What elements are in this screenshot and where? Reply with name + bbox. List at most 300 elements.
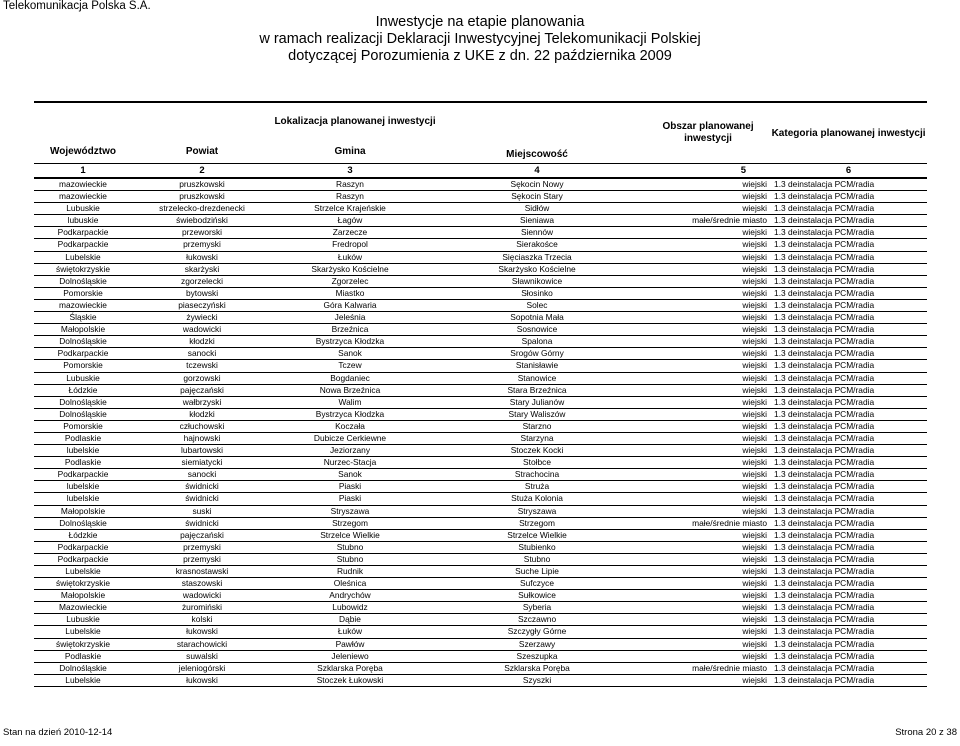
category-cell: 1.3 deinstalacja PCM/radia <box>770 299 927 311</box>
area-cell: wiejski <box>646 553 770 565</box>
table-row <box>34 287 927 299</box>
category-cell: 1.3 deinstalacja PCM/radia <box>770 445 927 457</box>
locality-cell: Strachocina <box>428 469 646 481</box>
county-cell: suski <box>132 505 272 517</box>
area-cell: wiejski <box>646 178 770 191</box>
voivodeship-cell: Śląskie <box>34 312 132 324</box>
category-cell: 1.3 deinstalacja PCM/radia <box>770 372 927 384</box>
table-row <box>34 493 927 505</box>
category-cell: 1.3 deinstalacja PCM/radia <box>770 626 927 638</box>
county-cell: pajęczański <box>132 529 272 541</box>
table-row <box>34 239 927 251</box>
category-cell: 1.3 deinstalacja PCM/radia <box>770 469 927 481</box>
area-cell: wiejski <box>646 420 770 432</box>
area-cell: wiejski <box>646 384 770 396</box>
locality-cell: Szyszki <box>428 674 646 686</box>
locality-cell: Strzelce Wielkie <box>428 529 646 541</box>
column-number: 2 <box>132 164 272 179</box>
voivodeship-cell: Dolnośląskie <box>34 396 132 408</box>
voivodeship-cell: Pomorskie <box>34 360 132 372</box>
voivodeship-cell: Łódzkie <box>34 529 132 541</box>
table-body <box>34 178 927 686</box>
commune-header: Gmina <box>334 145 366 157</box>
area-cell: wiejski <box>646 674 770 686</box>
area-cell: wiejski <box>646 227 770 239</box>
county-cell: kolski <box>132 614 272 626</box>
county-cell: jeleniogórski <box>132 662 272 674</box>
voivodeship-cell: Lubelskie <box>34 566 132 578</box>
locality-cell: Szczygły Górne <box>428 626 646 638</box>
table-row <box>34 215 927 227</box>
category-cell: 1.3 deinstalacja PCM/radia <box>770 348 927 360</box>
locality-cell: Sękocin Stary <box>428 191 646 203</box>
category-cell: 1.3 deinstalacja PCM/radia <box>770 336 927 348</box>
county-cell: staszowski <box>132 578 272 590</box>
commune-cell: Sanok <box>272 348 428 360</box>
commune-cell: Sanok <box>272 469 428 481</box>
voivodeship-cell: Dolnośląskie <box>34 336 132 348</box>
county-cell: suwalski <box>132 650 272 662</box>
table-row <box>34 178 927 191</box>
area-cell: wiejski <box>646 239 770 251</box>
table-row <box>34 312 927 324</box>
area-cell: małe/średnie miasto <box>646 517 770 529</box>
document-title <box>0 14 960 65</box>
voivodeship-cell: Pomorskie <box>34 287 132 299</box>
locality-header: Miejscowość <box>506 149 568 160</box>
county-cell: łukowski <box>132 626 272 638</box>
locality-cell: Starzno <box>428 420 646 432</box>
voivodeship-cell: lubelskie <box>34 445 132 457</box>
table-row <box>34 275 927 287</box>
county-cell: świdnicki <box>132 481 272 493</box>
locality-cell: Stubno <box>428 553 646 565</box>
area-header: Obszar planowanej inwestycji <box>646 102 770 164</box>
header-row-numbers <box>34 164 927 179</box>
status-date: Stan na dzień 2010-12-14 <box>3 727 113 738</box>
county-cell: siemiatycki <box>132 457 272 469</box>
voivodeship-cell: Lubuskie <box>34 372 132 384</box>
category-cell: 1.3 deinstalacja PCM/radia <box>770 662 927 674</box>
table-row <box>34 553 927 565</box>
company-name: Telekomunikacja Polska S.A. <box>3 0 151 12</box>
locality-cell: Stoczek Kocki <box>428 445 646 457</box>
locality-cell: Stanisławie <box>428 360 646 372</box>
voivodeship-cell: Dolnośląskie <box>34 517 132 529</box>
commune-cell: Andrychów <box>272 590 428 602</box>
category-cell: 1.3 deinstalacja PCM/radia <box>770 578 927 590</box>
area-cell: wiejski <box>646 263 770 275</box>
area-cell: wiejski <box>646 396 770 408</box>
area-cell: wiejski <box>646 614 770 626</box>
commune-cell: Bystrzyca Kłodzka <box>272 408 428 420</box>
voivodeship-cell: Podkarpackie <box>34 348 132 360</box>
voivodeship-cell: Lubelskie <box>34 626 132 638</box>
table-row <box>34 432 927 444</box>
commune-cell: Strzelce Krajeńskie <box>272 203 428 215</box>
commune-cell: Dubicze Cerkiewne <box>272 432 428 444</box>
category-cell: 1.3 deinstalacja PCM/radia <box>770 602 927 614</box>
locality-cell: Szklarska Poręba <box>428 662 646 674</box>
commune-cell: Stubno <box>272 541 428 553</box>
table-row <box>34 348 927 360</box>
county-cell: lubartowski <box>132 445 272 457</box>
commune-cell: Tczew <box>272 360 428 372</box>
locality-cell: Szerzawy <box>428 638 646 650</box>
area-cell: wiejski <box>646 626 770 638</box>
area-cell: wiejski <box>646 493 770 505</box>
commune-cell: Oleśnica <box>272 578 428 590</box>
locality-cell: Strzegom <box>428 517 646 529</box>
commune-cell: Bystrzyca Kłodzka <box>272 336 428 348</box>
title-line-1: Inwestycje na etapie planowania <box>375 14 585 30</box>
category-cell: 1.3 deinstalacja PCM/radia <box>770 227 927 239</box>
locality-cell: Stołbce <box>428 457 646 469</box>
voivodeship-cell: Dolnośląskie <box>34 275 132 287</box>
voivodeship-cell: Pomorskie <box>34 420 132 432</box>
locality-cell: Stara Brzeźnica <box>428 384 646 396</box>
area-cell: wiejski <box>646 541 770 553</box>
voivodeship-cell: Dolnośląskie <box>34 662 132 674</box>
commune-cell: Strzelce Wielkie <box>272 529 428 541</box>
county-cell: hajnowski <box>132 432 272 444</box>
category-cell: 1.3 deinstalacja PCM/radia <box>770 396 927 408</box>
locality-cell: Słosinko <box>428 287 646 299</box>
area-cell: wiejski <box>646 191 770 203</box>
table-row <box>34 299 927 311</box>
category-cell: 1.3 deinstalacja PCM/radia <box>770 517 927 529</box>
locality-cell: Stanowice <box>428 372 646 384</box>
voivodeship-cell: lubuskie <box>34 215 132 227</box>
county-cell: kłodzki <box>132 336 272 348</box>
area-cell: wiejski <box>646 505 770 517</box>
table-row <box>34 360 927 372</box>
column-number: 6 <box>770 164 927 179</box>
category-cell: 1.3 deinstalacja PCM/radia <box>770 481 927 493</box>
area-cell: wiejski <box>646 650 770 662</box>
category-cell: 1.3 deinstalacja PCM/radia <box>770 408 927 420</box>
voivodeship-cell: Dolnośląskie <box>34 408 132 420</box>
locality-cell: Szeszupka <box>428 650 646 662</box>
commune-cell: Raszyn <box>272 191 428 203</box>
county-cell: łukowski <box>132 674 272 686</box>
voivodeship-cell: Małopolskie <box>34 324 132 336</box>
locality-cell: Stuża Kolonia <box>428 493 646 505</box>
locality-cell: Sidłów <box>428 203 646 215</box>
county-cell: starachowicki <box>132 638 272 650</box>
county-cell: przemyski <box>132 553 272 565</box>
county-cell: piaseczyński <box>132 299 272 311</box>
category-cell: 1.3 deinstalacja PCM/radia <box>770 312 927 324</box>
category-cell: 1.3 deinstalacja PCM/radia <box>770 590 927 602</box>
voivodeship-cell: mazowieckie <box>34 191 132 203</box>
area-cell: wiejski <box>646 336 770 348</box>
area-cell: wiejski <box>646 457 770 469</box>
locality-cell: Struża <box>428 481 646 493</box>
commune-cell: Miastko <box>272 287 428 299</box>
commune-cell: Skarżysko Kościelne <box>272 263 428 275</box>
locality-cell: Spalona <box>428 336 646 348</box>
table-row <box>34 650 927 662</box>
table-row <box>34 396 927 408</box>
column-number: 5 <box>646 164 770 179</box>
table-row <box>34 578 927 590</box>
table-row <box>34 541 927 553</box>
commune-cell: Strzegom <box>272 517 428 529</box>
county-cell: pruszkowski <box>132 178 272 191</box>
area-cell: wiejski <box>646 469 770 481</box>
category-cell: 1.3 deinstalacja PCM/radia <box>770 493 927 505</box>
voivodeship-cell: Podkarpackie <box>34 469 132 481</box>
commune-cell: Góra Kalwaria <box>272 299 428 311</box>
column-number: 4 <box>428 164 646 179</box>
area-cell: wiejski <box>646 638 770 650</box>
table-row <box>34 626 927 638</box>
category-cell: 1.3 deinstalacja PCM/radia <box>770 614 927 626</box>
voivodeship-cell: Lubelskie <box>34 674 132 686</box>
county-cell: bytowski <box>132 287 272 299</box>
table-row <box>34 336 927 348</box>
commune-cell: Łuków <box>272 251 428 263</box>
title-line-3: dotyczącej Porozumienia z UKE z dn. 22 października 2009 <box>288 48 672 64</box>
table-row <box>34 457 927 469</box>
locality-cell: Sięciaszka Trzecia <box>428 251 646 263</box>
area-cell: małe/średnie miasto <box>646 662 770 674</box>
locality-cell: Sieniawa <box>428 215 646 227</box>
voivodeship-cell: mazowieckie <box>34 299 132 311</box>
area-cell: wiejski <box>646 602 770 614</box>
category-cell: 1.3 deinstalacja PCM/radia <box>770 191 927 203</box>
area-cell: wiejski <box>646 481 770 493</box>
table-row <box>34 602 927 614</box>
commune-cell: Pawłów <box>272 638 428 650</box>
locality-cell: Siennów <box>428 227 646 239</box>
area-cell: wiejski <box>646 299 770 311</box>
column-number: 1 <box>34 164 132 179</box>
table-row <box>34 529 927 541</box>
commune-cell: Jeziorzany <box>272 445 428 457</box>
locality-cell: Sękocin Nowy <box>428 178 646 191</box>
page-number: Strona 20 z 38 <box>895 727 957 738</box>
category-cell: 1.3 deinstalacja PCM/radia <box>770 432 927 444</box>
voivodeship-cell: Lubuskie <box>34 614 132 626</box>
commune-cell: Zgorzelec <box>272 275 428 287</box>
locality-cell: Solec <box>428 299 646 311</box>
voivodeship-cell: świętokrzyskie <box>34 578 132 590</box>
area-cell: wiejski <box>646 372 770 384</box>
locality-cell: Srogów Górny <box>428 348 646 360</box>
commune-cell: Bogdaniec <box>272 372 428 384</box>
table-row <box>34 227 927 239</box>
category-cell: 1.3 deinstalacja PCM/radia <box>770 457 927 469</box>
table-row <box>34 566 927 578</box>
county-cell: krasnostawski <box>132 566 272 578</box>
county-cell: strzelecko-drezdenecki <box>132 203 272 215</box>
category-cell: 1.3 deinstalacja PCM/radia <box>770 674 927 686</box>
category-cell: 1.3 deinstalacja PCM/radia <box>770 529 927 541</box>
table-row <box>34 384 927 396</box>
voivodeship-cell: Lubuskie <box>34 203 132 215</box>
locality-cell: Stubienko <box>428 541 646 553</box>
column-number: 3 <box>272 164 428 179</box>
category-cell: 1.3 deinstalacja PCM/radia <box>770 287 927 299</box>
voivodeship-header: Województwo <box>50 145 116 157</box>
table-row <box>34 263 927 275</box>
county-cell: sanocki <box>132 348 272 360</box>
county-cell: przeworski <box>132 227 272 239</box>
county-cell: świebodziński <box>132 215 272 227</box>
county-cell: wadowicki <box>132 590 272 602</box>
area-cell: wiejski <box>646 203 770 215</box>
commune-cell: Stoczek Łukowski <box>272 674 428 686</box>
voivodeship-cell: Podkarpackie <box>34 227 132 239</box>
table-row <box>34 638 927 650</box>
voivodeship-cell: Łódzkie <box>34 384 132 396</box>
voivodeship-cell: Podkarpackie <box>34 541 132 553</box>
voivodeship-cell: Mazowieckie <box>34 602 132 614</box>
commune-cell: Koczała <box>272 420 428 432</box>
area-cell: wiejski <box>646 275 770 287</box>
category-cell: 1.3 deinstalacja PCM/radia <box>770 251 927 263</box>
category-cell: 1.3 deinstalacja PCM/radia <box>770 638 927 650</box>
header-row-group <box>34 102 927 139</box>
category-cell: 1.3 deinstalacja PCM/radia <box>770 239 927 251</box>
table-row <box>34 505 927 517</box>
table-row <box>34 517 927 529</box>
voivodeship-cell: Podlaskie <box>34 457 132 469</box>
commune-cell: Jeleśnia <box>272 312 428 324</box>
category-cell: 1.3 deinstalacja PCM/radia <box>770 541 927 553</box>
locality-cell: Stary Julianów <box>428 396 646 408</box>
commune-cell: Raszyn <box>272 178 428 191</box>
table-row <box>34 674 927 686</box>
locality-cell: Suche Lipie <box>428 566 646 578</box>
county-header: Powiat <box>185 145 219 157</box>
county-cell: gorzowski <box>132 372 272 384</box>
area-cell: wiejski <box>646 445 770 457</box>
commune-cell: Piaski <box>272 493 428 505</box>
voivodeship-cell: świętokrzyskie <box>34 263 132 275</box>
county-cell: żywiecki <box>132 312 272 324</box>
commune-cell: Szklarska Poręba <box>272 662 428 674</box>
commune-cell: Brzeźnica <box>272 324 428 336</box>
locality-cell: Sopotnia Mała <box>428 312 646 324</box>
category-cell: 1.3 deinstalacja PCM/radia <box>770 553 927 565</box>
county-cell: świdnicki <box>132 517 272 529</box>
voivodeship-cell: lubelskie <box>34 493 132 505</box>
commune-cell: Fredropol <box>272 239 428 251</box>
category-cell: 1.3 deinstalacja PCM/radia <box>770 178 927 191</box>
locality-cell: Stryszawa <box>428 505 646 517</box>
voivodeship-cell: Lubelskie <box>34 251 132 263</box>
county-cell: tczewski <box>132 360 272 372</box>
county-cell: przemyski <box>132 239 272 251</box>
area-cell: wiejski <box>646 408 770 420</box>
county-cell: kłodzki <box>132 408 272 420</box>
commune-cell: Dąbie <box>272 614 428 626</box>
commune-cell: Stubno <box>272 553 428 565</box>
county-cell: świdnicki <box>132 493 272 505</box>
county-cell: łukowski <box>132 251 272 263</box>
category-cell: 1.3 deinstalacja PCM/radia <box>770 263 927 275</box>
area-cell: wiejski <box>646 566 770 578</box>
table-row <box>34 481 927 493</box>
voivodeship-cell: Podlaskie <box>34 432 132 444</box>
commune-cell: Piaski <box>272 481 428 493</box>
commune-cell: Zarzecze <box>272 227 428 239</box>
category-cell: 1.3 deinstalacja PCM/radia <box>770 203 927 215</box>
category-cell: 1.3 deinstalacja PCM/radia <box>770 275 927 287</box>
category-cell: 1.3 deinstalacja PCM/radia <box>770 650 927 662</box>
commune-cell: Łuków <box>272 626 428 638</box>
table-row <box>34 372 927 384</box>
table-row <box>34 251 927 263</box>
category-cell: 1.3 deinstalacja PCM/radia <box>770 420 927 432</box>
locality-cell: Sułkowice <box>428 590 646 602</box>
table-row <box>34 191 927 203</box>
voivodeship-cell: lubelskie <box>34 481 132 493</box>
table-row <box>34 324 927 336</box>
voivodeship-cell: świętokrzyskie <box>34 638 132 650</box>
county-cell: sanocki <box>132 469 272 481</box>
commune-cell: Lubowidz <box>272 602 428 614</box>
voivodeship-cell: Małopolskie <box>34 505 132 517</box>
locality-cell: Sufczyce <box>428 578 646 590</box>
category-cell: 1.3 deinstalacja PCM/radia <box>770 566 927 578</box>
voivodeship-cell: Podkarpackie <box>34 239 132 251</box>
commune-cell: Łagów <box>272 215 428 227</box>
commune-cell: Rudnik <box>272 566 428 578</box>
category-cell: 1.3 deinstalacja PCM/radia <box>770 384 927 396</box>
table-row <box>34 614 927 626</box>
county-cell: wadowicki <box>132 324 272 336</box>
county-cell: pruszkowski <box>132 191 272 203</box>
table-row <box>34 445 927 457</box>
table-row <box>34 662 927 674</box>
area-cell: wiejski <box>646 590 770 602</box>
county-cell: skarżyski <box>132 263 272 275</box>
locality-cell: Szczawno <box>428 614 646 626</box>
area-cell: wiejski <box>646 251 770 263</box>
commune-cell: Stryszawa <box>272 505 428 517</box>
voivodeship-cell: mazowieckie <box>34 178 132 191</box>
title-line-2: w ramach realizacji Deklaracji Inwestycyjnej Telekomunikacji Polskiej <box>259 31 701 47</box>
area-cell: wiejski <box>646 348 770 360</box>
commune-cell: Nurzec-Stacja <box>272 457 428 469</box>
table-row <box>34 590 927 602</box>
category-cell: 1.3 deinstalacja PCM/radia <box>770 215 927 227</box>
locality-cell: Starzyna <box>428 432 646 444</box>
category-cell: 1.3 deinstalacja PCM/radia <box>770 324 927 336</box>
county-cell: przemyski <box>132 541 272 553</box>
category-cell: 1.3 deinstalacja PCM/radia <box>770 505 927 517</box>
investments-table <box>34 101 927 687</box>
table-row <box>34 469 927 481</box>
area-cell: wiejski <box>646 432 770 444</box>
area-cell: wiejski <box>646 529 770 541</box>
county-cell: wałbrzyski <box>132 396 272 408</box>
county-cell: zgorzelecki <box>132 275 272 287</box>
category-header: Kategoria planowanej inwestycji <box>770 102 927 164</box>
commune-cell: Nowa Brzeźnica <box>272 384 428 396</box>
area-cell: małe/średnie miasto <box>646 215 770 227</box>
area-cell: wiejski <box>646 578 770 590</box>
locality-cell: Sosnowice <box>428 324 646 336</box>
category-cell: 1.3 deinstalacja PCM/radia <box>770 360 927 372</box>
locality-cell: Stary Waliszów <box>428 408 646 420</box>
table-row <box>34 408 927 420</box>
county-cell: pajęczański <box>132 384 272 396</box>
